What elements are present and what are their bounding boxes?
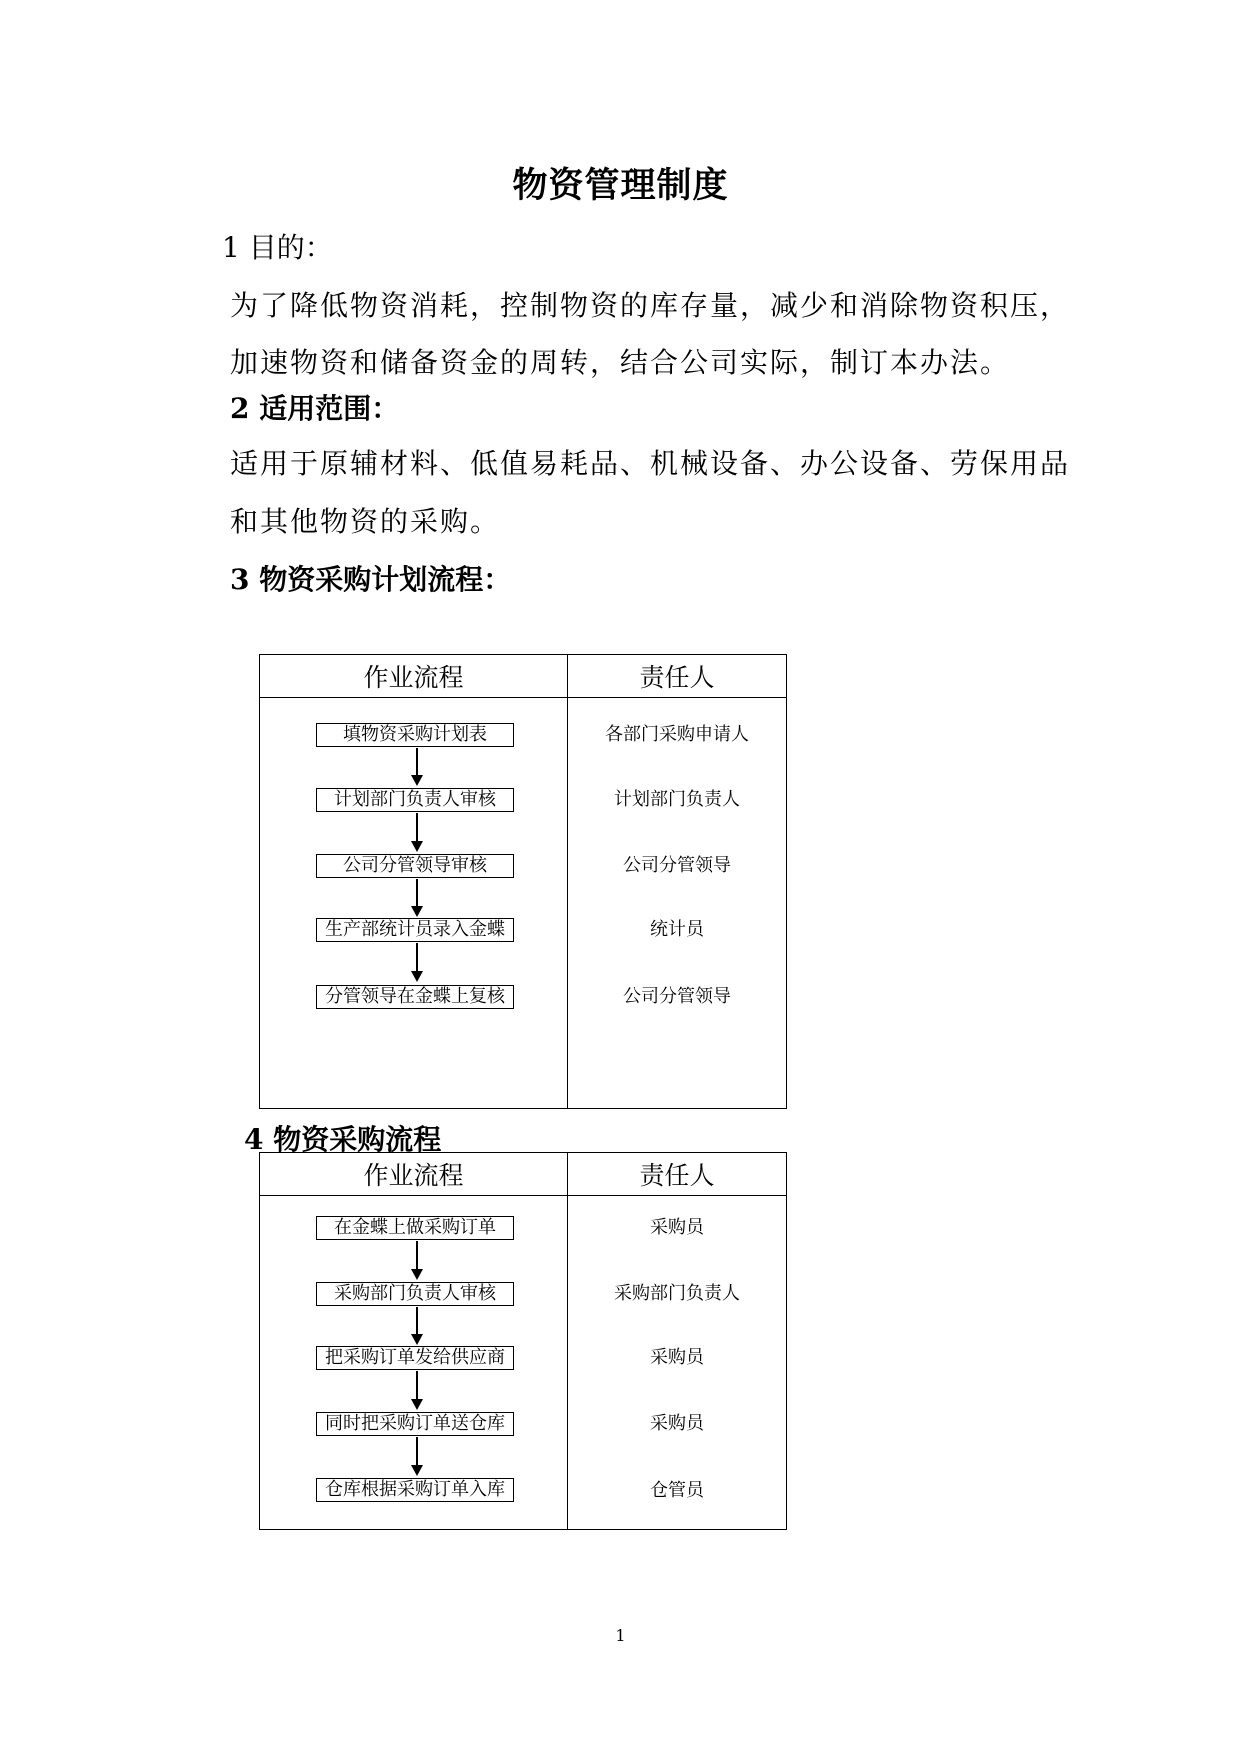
page-number: 1 (615, 1626, 626, 1645)
purchase-step-2: 采购部门负责人审核 (316, 1282, 514, 1306)
purchase-flow-steps-cell (260, 1196, 568, 1530)
plan-flow-heading: 3 物资采购计划流程： (230, 563, 512, 596)
purchase-flow-col-resp: 责任人 (568, 1153, 787, 1196)
purchase-step-3: 把采购订单发给供应商 (316, 1346, 514, 1370)
purchase-flow-col-flow: 作业流程 (260, 1153, 568, 1196)
plan-resp-2: 计划部门负责人 (614, 789, 740, 810)
purpose-line-1: 为了降低物资消耗，控制物资的库存量，减少和消除物资积压， (230, 289, 1071, 322)
scope-line-2: 和其他物资的采购。 (230, 505, 501, 538)
plan-flow-col-resp: 责任人 (568, 655, 787, 698)
plan-resp-4: 统计员 (650, 919, 704, 940)
purchase-step-1: 在金蝶上做采购订单 (316, 1216, 514, 1240)
purchase-step-5: 仓库根据采购订单入库 (316, 1478, 514, 1502)
plan-resp-1: 各部门采购申请人 (605, 724, 749, 745)
plan-flow-col-flow: 作业流程 (260, 655, 568, 698)
purpose-line-2: 加速物资和储备资金的周转，结合公司实际，制订本办法。 (230, 346, 1011, 379)
purchase-resp-5: 仓管员 (650, 1480, 704, 1501)
document-title: 物资管理制度 (512, 165, 729, 206)
scope-line-1: 适用于原辅材料、低值易耗品、机械设备、办公设备、劳保用品 (230, 447, 1071, 480)
purchase-flow-table (259, 1152, 787, 1530)
scope-heading: 2 适用范围： (230, 392, 400, 425)
plan-flow-table (259, 654, 787, 1109)
plan-step-1: 填物资采购计划表 (316, 723, 514, 747)
purchase-step-4: 同时把采购订单送仓库 (316, 1412, 514, 1436)
purchase-resp-1: 采购员 (650, 1217, 704, 1238)
purchase-resp-3: 采购员 (650, 1347, 704, 1368)
plan-resp-5: 公司分管领导 (623, 986, 731, 1007)
plan-flow-resp-cell (568, 698, 787, 1109)
plan-step-5: 分管领导在金蝶上复核 (316, 985, 514, 1009)
plan-step-3: 公司分管领导审核 (316, 854, 514, 878)
plan-step-4: 生产部统计员录入金蝶 (316, 918, 514, 942)
plan-resp-3: 公司分管领导 (623, 855, 731, 876)
plan-flow-steps-cell (260, 698, 568, 1109)
purpose-heading: 1 目的： (222, 231, 333, 264)
purchase-flow-heading: 4 物资采购流程 (244, 1123, 442, 1156)
plan-step-2: 计划部门负责人审核 (316, 788, 514, 812)
purchase-flow-resp-cell (568, 1196, 787, 1530)
purchase-resp-4: 采购员 (650, 1413, 704, 1434)
purchase-resp-2: 采购部门负责人 (614, 1283, 740, 1304)
